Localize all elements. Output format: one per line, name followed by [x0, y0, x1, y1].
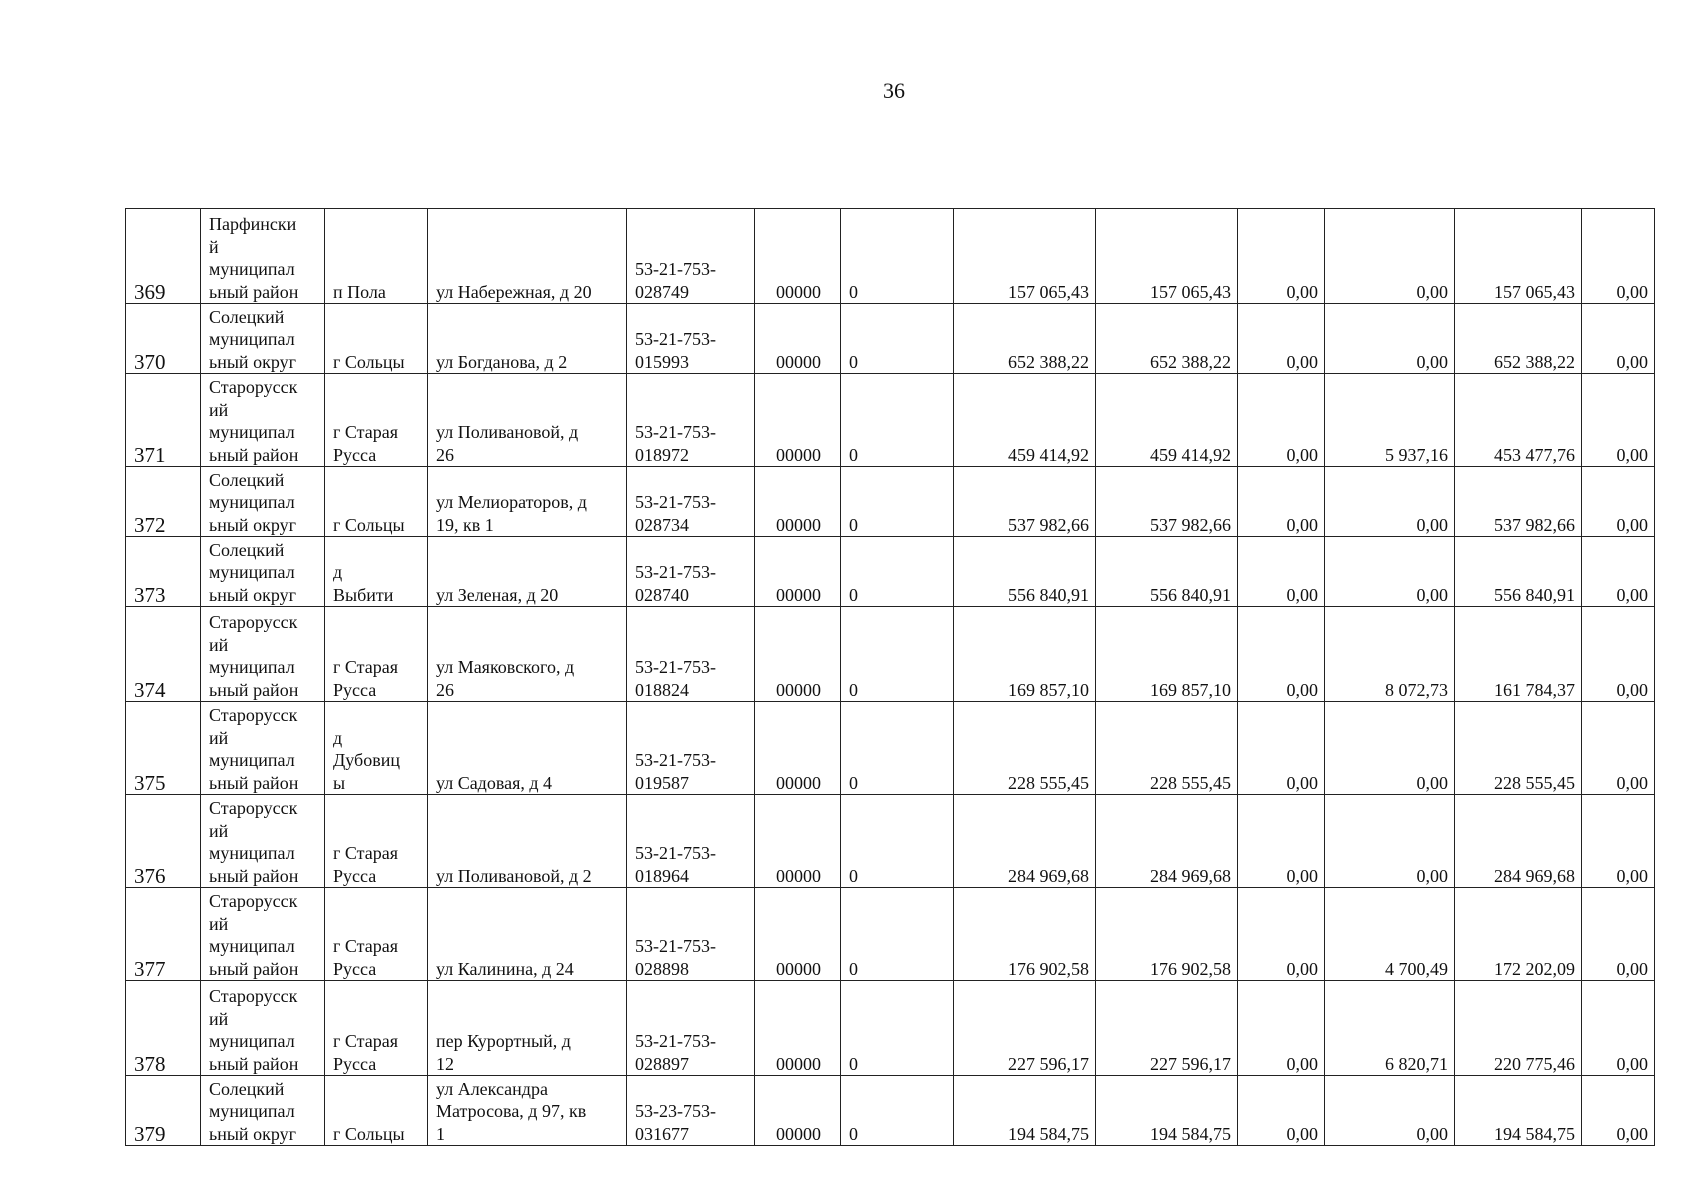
- code-suffix-cell: 00000: [755, 304, 841, 374]
- row-number: 376: [126, 795, 201, 888]
- amount-cell-4: 6 820,71: [1325, 981, 1455, 1076]
- address-cell: ул Маяковского, д 26: [428, 607, 627, 702]
- flag-cell: 0: [841, 981, 954, 1076]
- amount-cell-6: 0,00: [1582, 537, 1655, 607]
- amount-cell-6: 0,00: [1582, 467, 1655, 537]
- amount-cell-3: 0,00: [1238, 702, 1325, 795]
- amount-total-cell: 652 388,22: [954, 304, 1096, 374]
- amount-cell-2: 227 596,17: [1096, 981, 1238, 1076]
- code-suffix-cell: 00000: [755, 888, 841, 981]
- flag-cell: 0: [841, 374, 954, 467]
- flag-cell: 0: [841, 467, 954, 537]
- amount-cell-6: 0,00: [1582, 374, 1655, 467]
- amount-cell-2: 194 584,75: [1096, 1076, 1238, 1146]
- amount-total-cell: 227 596,17: [954, 981, 1096, 1076]
- settlement-cell: д Дубовиц ы: [325, 702, 428, 795]
- amount-cell-6: 0,00: [1582, 888, 1655, 981]
- code-suffix-cell: 00000: [755, 795, 841, 888]
- row-number: 379: [126, 1076, 201, 1146]
- district-cell: Старорусск ий муниципал ьный район: [201, 795, 325, 888]
- district-cell: Старорусск ий муниципал ьный район: [201, 702, 325, 795]
- settlement-cell: г Старая Русса: [325, 795, 428, 888]
- row-number: 370: [126, 304, 201, 374]
- settlement-cell: г Сольцы: [325, 467, 428, 537]
- row-number: 373: [126, 537, 201, 607]
- settlement-cell: д Выбити: [325, 537, 428, 607]
- code-cell: 53-21-753- 028740: [627, 537, 755, 607]
- amount-cell-6: 0,00: [1582, 981, 1655, 1076]
- amount-cell-3: 0,00: [1238, 888, 1325, 981]
- table-row: [126, 209, 1655, 304]
- address-cell: ул Зеленая, д 20: [428, 537, 627, 607]
- amount-total-cell: 157 065,43: [954, 209, 1096, 304]
- code-cell: 53-21-753- 028734: [627, 467, 755, 537]
- address-cell: ул Поливановой, д 26: [428, 374, 627, 467]
- amount-cell-6: 0,00: [1582, 304, 1655, 374]
- amount-cell-5: 157 065,43: [1455, 209, 1582, 304]
- amount-cell-6: 0,00: [1582, 702, 1655, 795]
- district-cell: Старорусск ий муниципал ьный район: [201, 374, 325, 467]
- settlement-cell: г Старая Русса: [325, 374, 428, 467]
- amount-cell-2: 169 857,10: [1096, 607, 1238, 702]
- table-row: [126, 795, 1655, 888]
- amount-cell-6: 0,00: [1582, 209, 1655, 304]
- amount-cell-2: 228 555,45: [1096, 702, 1238, 795]
- amount-cell-5: 161 784,37: [1455, 607, 1582, 702]
- amount-cell-4: 0,00: [1325, 795, 1455, 888]
- amount-cell-5: 220 775,46: [1455, 981, 1582, 1076]
- amount-cell-2: 556 840,91: [1096, 537, 1238, 607]
- amount-cell-3: 0,00: [1238, 209, 1325, 304]
- code-cell: 53-21-753- 019587: [627, 702, 755, 795]
- amount-cell-3: 0,00: [1238, 1076, 1325, 1146]
- amount-cell-2: 157 065,43: [1096, 209, 1238, 304]
- code-cell: 53-21-753- 018964: [627, 795, 755, 888]
- amount-total-cell: 284 969,68: [954, 795, 1096, 888]
- amount-cell-2: 459 414,92: [1096, 374, 1238, 467]
- code-cell: 53-21-753- 015993: [627, 304, 755, 374]
- amount-cell-6: 0,00: [1582, 1076, 1655, 1146]
- amount-cell-2: 652 388,22: [1096, 304, 1238, 374]
- settlement-cell: г Старая Русса: [325, 888, 428, 981]
- code-suffix-cell: 00000: [755, 702, 841, 795]
- code-suffix-cell: 00000: [755, 467, 841, 537]
- amount-cell-3: 0,00: [1238, 537, 1325, 607]
- settlement-cell: г Сольцы: [325, 1076, 428, 1146]
- district-cell: Старорусск ий муниципал ьный район: [201, 981, 325, 1076]
- row-number: 371: [126, 374, 201, 467]
- address-cell: ул Богданова, д 2: [428, 304, 627, 374]
- amount-cell-4: 5 937,16: [1325, 374, 1455, 467]
- table-row: [126, 304, 1655, 374]
- table-row: [126, 702, 1655, 795]
- amount-cell-2: 176 902,58: [1096, 888, 1238, 981]
- amount-cell-4: 0,00: [1325, 467, 1455, 537]
- district-cell: Парфински й муниципал ьный район: [201, 209, 325, 304]
- amount-cell-4: 0,00: [1325, 1076, 1455, 1146]
- flag-cell: 0: [841, 1076, 954, 1146]
- flag-cell: 0: [841, 607, 954, 702]
- amount-total-cell: 537 982,66: [954, 467, 1096, 537]
- amount-cell-3: 0,00: [1238, 374, 1325, 467]
- settlement-cell: п Пола: [325, 209, 428, 304]
- amount-cell-4: 8 072,73: [1325, 607, 1455, 702]
- district-cell: Солецкий муниципал ьный округ: [201, 537, 325, 607]
- flag-cell: 0: [841, 702, 954, 795]
- flag-cell: 0: [841, 795, 954, 888]
- district-cell: Старорусск ий муниципал ьный район: [201, 607, 325, 702]
- address-cell: пер Курортный, д 12: [428, 981, 627, 1076]
- row-number: 377: [126, 888, 201, 981]
- amount-total-cell: 176 902,58: [954, 888, 1096, 981]
- row-number: 369: [126, 209, 201, 304]
- amount-cell-3: 0,00: [1238, 981, 1325, 1076]
- code-cell: 53-21-753- 028897: [627, 981, 755, 1076]
- amount-total-cell: 169 857,10: [954, 607, 1096, 702]
- amount-cell-3: 0,00: [1238, 607, 1325, 702]
- table-row: [126, 1076, 1655, 1146]
- table-row: [126, 888, 1655, 981]
- table-row: [126, 981, 1655, 1076]
- row-number: 372: [126, 467, 201, 537]
- table-row: [126, 537, 1655, 607]
- amount-cell-5: 453 477,76: [1455, 374, 1582, 467]
- row-number: 374: [126, 607, 201, 702]
- district-cell: Солецкий муниципал ьный округ: [201, 304, 325, 374]
- amount-cell-4: 0,00: [1325, 209, 1455, 304]
- registry-table: [125, 208, 1655, 1146]
- code-suffix-cell: 00000: [755, 374, 841, 467]
- table-row: [126, 374, 1655, 467]
- amount-cell-6: 0,00: [1582, 607, 1655, 702]
- amount-cell-2: 284 969,68: [1096, 795, 1238, 888]
- amount-cell-5: 172 202,09: [1455, 888, 1582, 981]
- amount-cell-5: 194 584,75: [1455, 1076, 1582, 1146]
- table-row: [126, 607, 1655, 702]
- address-cell: ул Калинина, д 24: [428, 888, 627, 981]
- code-suffix-cell: 00000: [755, 1076, 841, 1146]
- amount-total-cell: 459 414,92: [954, 374, 1096, 467]
- flag-cell: 0: [841, 888, 954, 981]
- amount-total-cell: 556 840,91: [954, 537, 1096, 607]
- amount-cell-5: 284 969,68: [1455, 795, 1582, 888]
- code-suffix-cell: 00000: [755, 607, 841, 702]
- amount-cell-4: 0,00: [1325, 537, 1455, 607]
- district-cell: Старорусск ий муниципал ьный район: [201, 888, 325, 981]
- code-suffix-cell: 00000: [755, 537, 841, 607]
- amount-cell-3: 0,00: [1238, 795, 1325, 888]
- district-cell: Солецкий муниципал ьный округ: [201, 1076, 325, 1146]
- amount-cell-4: 0,00: [1325, 702, 1455, 795]
- flag-cell: 0: [841, 304, 954, 374]
- settlement-cell: г Старая Русса: [325, 981, 428, 1076]
- address-cell: ул Садовая, д 4: [428, 702, 627, 795]
- amount-cell-4: 4 700,49: [1325, 888, 1455, 981]
- address-cell: ул Поливановой, д 2: [428, 795, 627, 888]
- code-suffix-cell: 00000: [755, 209, 841, 304]
- amount-cell-5: 652 388,22: [1455, 304, 1582, 374]
- address-cell: ул Набережная, д 20: [428, 209, 627, 304]
- amount-cell-3: 0,00: [1238, 467, 1325, 537]
- code-cell: 53-21-753- 028898: [627, 888, 755, 981]
- settlement-cell: г Старая Русса: [325, 607, 428, 702]
- amount-cell-2: 537 982,66: [1096, 467, 1238, 537]
- flag-cell: 0: [841, 537, 954, 607]
- address-cell: ул Александра Матросова, д 97, кв 1: [428, 1076, 627, 1146]
- settlement-cell: г Сольцы: [325, 304, 428, 374]
- code-cell: 53-21-753- 018824: [627, 607, 755, 702]
- table-row: [126, 467, 1655, 537]
- flag-cell: 0: [841, 209, 954, 304]
- amount-cell-4: 0,00: [1325, 304, 1455, 374]
- amount-cell-3: 0,00: [1238, 304, 1325, 374]
- district-cell: Солецкий муниципал ьный округ: [201, 467, 325, 537]
- amount-total-cell: 228 555,45: [954, 702, 1096, 795]
- code-cell: 53-21-753- 018972: [627, 374, 755, 467]
- code-suffix-cell: 00000: [755, 981, 841, 1076]
- code-cell: 53-23-753- 031677: [627, 1076, 755, 1146]
- row-number: 378: [126, 981, 201, 1076]
- row-number: 375: [126, 702, 201, 795]
- amount-cell-6: 0,00: [1582, 795, 1655, 888]
- amount-cell-5: 537 982,66: [1455, 467, 1582, 537]
- amount-cell-5: 556 840,91: [1455, 537, 1582, 607]
- address-cell: ул Мелиораторов, д 19, кв 1: [428, 467, 627, 537]
- amount-cell-5: 228 555,45: [1455, 702, 1582, 795]
- page-number: 36: [883, 78, 905, 103]
- amount-total-cell: 194 584,75: [954, 1076, 1096, 1146]
- code-cell: 53-21-753- 028749: [627, 209, 755, 304]
